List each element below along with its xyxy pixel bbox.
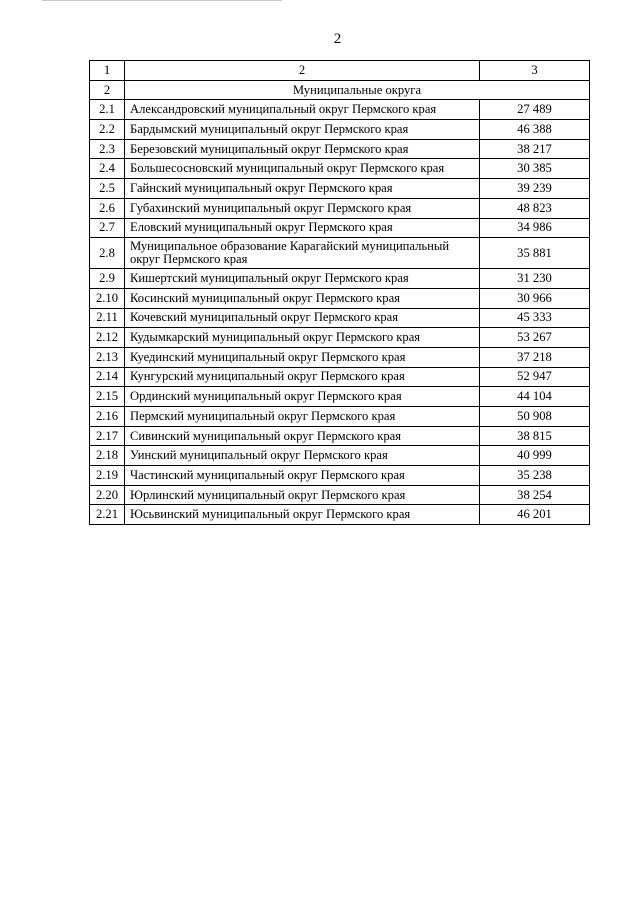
district-value: 46 388 bbox=[480, 120, 590, 140]
row-number: 2.11 bbox=[90, 308, 125, 328]
district-value: 52 947 bbox=[480, 367, 590, 387]
row-number: 2.5 bbox=[90, 179, 125, 199]
row-number: 2.9 bbox=[90, 269, 125, 289]
table-row bbox=[90, 120, 590, 140]
column-number-row bbox=[90, 61, 590, 81]
table-row bbox=[90, 269, 590, 289]
district-name: Кочевский муниципальный округ Пермского края bbox=[125, 308, 480, 328]
district-name: Еловский муниципальный округ Пермского края bbox=[125, 218, 480, 238]
district-value: 27 489 bbox=[480, 100, 590, 120]
table-body bbox=[90, 61, 590, 525]
row-number: 2.8 bbox=[90, 238, 125, 269]
district-name: Ординский муниципальный округ Пермского края bbox=[125, 387, 480, 407]
column-number-2: 2 bbox=[125, 61, 480, 81]
table-row bbox=[90, 100, 590, 120]
district-value: 38 217 bbox=[480, 139, 590, 159]
row-number: 2.4 bbox=[90, 159, 125, 179]
table-row bbox=[90, 218, 590, 238]
page-number: 2 bbox=[333, 31, 342, 47]
row-number: 2.19 bbox=[90, 466, 125, 486]
district-name: Александровский муниципальный округ Пермского края bbox=[125, 100, 480, 120]
district-value: 35 238 bbox=[480, 466, 590, 486]
district-value: 39 239 bbox=[480, 179, 590, 199]
district-value: 46 201 bbox=[480, 505, 590, 525]
district-name: Березовский муниципальный округ Пермского края bbox=[125, 139, 480, 159]
row-number: 2.20 bbox=[90, 485, 125, 505]
district-name: Юсьвинский муниципальный округ Пермского края bbox=[125, 505, 480, 525]
table-row bbox=[90, 485, 590, 505]
row-number: 2.12 bbox=[90, 328, 125, 348]
district-name: Муниципальное образование Карагайский муниципальный округ Пермского края bbox=[125, 238, 480, 269]
table-row bbox=[90, 288, 590, 308]
table-row bbox=[90, 505, 590, 525]
section-title: Муниципальные округа bbox=[125, 80, 590, 100]
district-value: 38 254 bbox=[480, 485, 590, 505]
section-header-row bbox=[90, 80, 590, 100]
district-name: Кишертский муниципальный округ Пермского края bbox=[125, 269, 480, 289]
district-name: Косинский муниципальный округ Пермского края bbox=[125, 288, 480, 308]
district-value: 38 815 bbox=[480, 426, 590, 446]
table-row bbox=[90, 308, 590, 328]
row-number: 2.13 bbox=[90, 347, 125, 367]
district-value: 40 999 bbox=[480, 446, 590, 466]
row-number: 2.21 bbox=[90, 505, 125, 525]
districts-table bbox=[89, 60, 590, 525]
row-number: 2.16 bbox=[90, 407, 125, 427]
district-value: 31 230 bbox=[480, 269, 590, 289]
table-row bbox=[90, 367, 590, 387]
district-value: 50 908 bbox=[480, 407, 590, 427]
district-value: 37 218 bbox=[480, 347, 590, 367]
row-number: 2.3 bbox=[90, 139, 125, 159]
table-row bbox=[90, 446, 590, 466]
district-name: Большесосновский муниципальный округ Пермского края bbox=[125, 159, 480, 179]
column-number-3: 3 bbox=[480, 61, 590, 81]
district-value: 30 966 bbox=[480, 288, 590, 308]
table-row bbox=[90, 466, 590, 486]
table-row bbox=[90, 347, 590, 367]
row-number: 2.15 bbox=[90, 387, 125, 407]
table-row bbox=[90, 407, 590, 427]
table-row bbox=[90, 426, 590, 446]
district-value: 48 823 bbox=[480, 198, 590, 218]
district-name: Кунгурский муниципальный округ Пермского края bbox=[125, 367, 480, 387]
row-number: 2.7 bbox=[90, 218, 125, 238]
district-name: Губахинский муниципальный округ Пермского края bbox=[125, 198, 480, 218]
row-number: 2.14 bbox=[90, 367, 125, 387]
district-name: Юрлинский муниципальный округ Пермского края bbox=[125, 485, 480, 505]
district-value: 35 881 bbox=[480, 238, 590, 269]
row-number: 2.17 bbox=[90, 426, 125, 446]
district-value: 34 986 bbox=[480, 218, 590, 238]
district-name: Кудымкарский муниципальный округ Пермского края bbox=[125, 328, 480, 348]
row-number: 2.1 bbox=[90, 100, 125, 120]
district-name: Пермский муниципальный округ Пермского края bbox=[125, 407, 480, 427]
district-value: 44 104 bbox=[480, 387, 590, 407]
table-row bbox=[90, 159, 590, 179]
table-row bbox=[90, 179, 590, 199]
table-row bbox=[90, 387, 590, 407]
column-number-1: 1 bbox=[90, 61, 125, 81]
district-name: Бардымский муниципальный округ Пермского края bbox=[125, 120, 480, 140]
row-number: 2.10 bbox=[90, 288, 125, 308]
table-row bbox=[90, 328, 590, 348]
district-name: Уинский муниципальный округ Пермского края bbox=[125, 446, 480, 466]
district-name: Сивинский муниципальный округ Пермского края bbox=[125, 426, 480, 446]
row-number: 2.6 bbox=[90, 198, 125, 218]
district-value: 53 267 bbox=[480, 328, 590, 348]
district-value: 30 385 bbox=[480, 159, 590, 179]
table-row bbox=[90, 198, 590, 218]
top-rule bbox=[42, 0, 282, 1]
district-name: Куединский муниципальный округ Пермского края bbox=[125, 347, 480, 367]
table-row bbox=[90, 238, 590, 269]
row-number: 2.18 bbox=[90, 446, 125, 466]
district-name: Частинский муниципальный округ Пермского края bbox=[125, 466, 480, 486]
table-row bbox=[90, 139, 590, 159]
district-value: 45 333 bbox=[480, 308, 590, 328]
district-name: Гайнский муниципальный округ Пермского края bbox=[125, 179, 480, 199]
row-number: 2.2 bbox=[90, 120, 125, 140]
section-number: 2 bbox=[90, 80, 125, 100]
